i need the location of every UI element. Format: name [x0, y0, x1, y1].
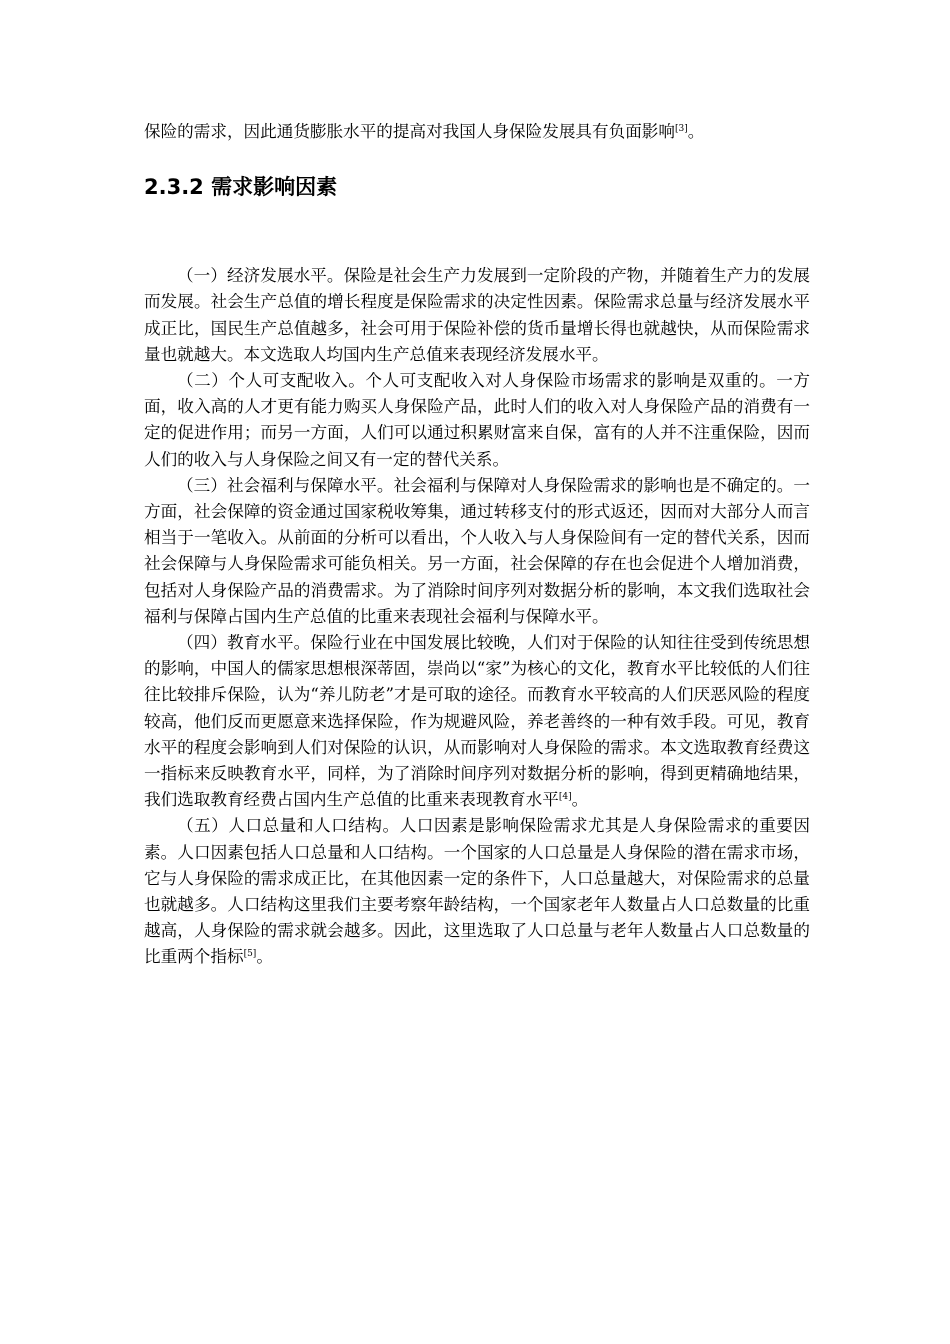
paragraph-education-level	[144, 630, 810, 813]
citation-ref: [4]	[558, 792, 572, 803]
citation-ref: [5]	[243, 949, 257, 960]
citation-ref: [3]	[675, 124, 688, 134]
paragraph-social-welfare	[144, 473, 810, 630]
paragraph-tail: 。	[571, 790, 589, 810]
paragraph-tail: 。	[256, 947, 273, 967]
paragraph-text: （五）人口总量和人口结构。人口因素是影响保险需求尤其是人身保险需求的重要因素。人口因素包括人口总量和人口结构。一个国家的人口总量是人身保险的潜在需求市场，它与人身保险的需求成正比，在其他因素一定的条件下，人口总量越大，对保险需求的总量也就越多。人口结构这里我们主要考察年龄结构，一个国家老年人数量占人口总数量的比重越高，人身保险的需求就会越多。因此，这里选取了人口总量与老年人数量占人口总数量的比重两个指标	[144, 816, 810, 967]
paragraph-text: （四）教育水平。保险行业在中国发展比较晚，人们对于保险的认知往往受到传统思想的影响，中国人的儒家思想根深蒂固，崇尚以“家”为核心的文化，教育水平比较低的人们往往比较排斥保险，认为“养儿防老”才是可取的途径。而教育水平较高的人们厌恶风险的程度较高，他们反而更愿意来选择保险，作为规避风险，养老善终的一种有效手段。可见，教育水平的程度会影响到人们对保险的认识，从而影响对人身保险的需求。本文选取教育经费这一指标来反映教育水平，同样，为了消除时间序列对数据分析的影响，得到更精确地结果，我们选取教育经费占国内生产总值的比重来表现教育水平	[144, 633, 810, 810]
continuation-paragraph	[144, 119, 810, 145]
paragraph-economic-development	[144, 263, 810, 368]
section-heading: 2.3.2 需求影响因素	[144, 175, 338, 200]
section-body	[144, 263, 810, 970]
page-content	[144, 119, 810, 971]
paragraph-text: （二）个人可支配收入。个人可支配收入对人身保险市场需求的影响是双重的。一方面，收入高的人才更有能力购买人身保险产品，此时人们的收入对人身保险产品的消费有一定的促进作用；而另一方面，人们可以通过积累财富来自保，富有的人并不注重保险，因而人们的收入与人身保险之间又有一定的替代关系。	[144, 371, 810, 469]
paragraph-text: （一）经济发展水平。保险是社会生产力发展到一定阶段的产物，并随着生产力的发展而发展。社会生产总值的增长程度是保险需求的决定性因素。保险需求总量与经济发展水平成正比，国民生产总值越多，社会可用于保险补偿的货币量增长得也就越快，从而保险需求量也就越大。本文选取人均国内生产总值来表现经济发展水平。	[144, 266, 810, 364]
paragraph-disposable-income	[144, 368, 810, 473]
paragraph-text: （三）社会福利与保障水平。社会福利与保障对人身保险需求的影响也是不确定的。一方面，社会保障的资金通过国家税收筹集，通过转移支付的形式返还，因而对大部分人而言相当于一笔收入。从前面的分析可以看出，个人收入与人身保险间有一定的替代关系，因而社会保障与人身保险需求可能负相关。另一方面，社会保障的存在也会促进个人增加消费，包括对人身保险产品的消费需求。为了消除时间序列对数据分析的影响，本文我们选取社会福利与保障占国内生产总值的比重来表现社会福利与保障水平。	[144, 475, 810, 626]
paragraph-text: 保险的需求，因此通货膨胀水平的提高对我国人身保险发展具有负面影响	[144, 122, 675, 141]
paragraph-population	[144, 813, 810, 970]
paragraph-tail: 。	[687, 122, 705, 141]
